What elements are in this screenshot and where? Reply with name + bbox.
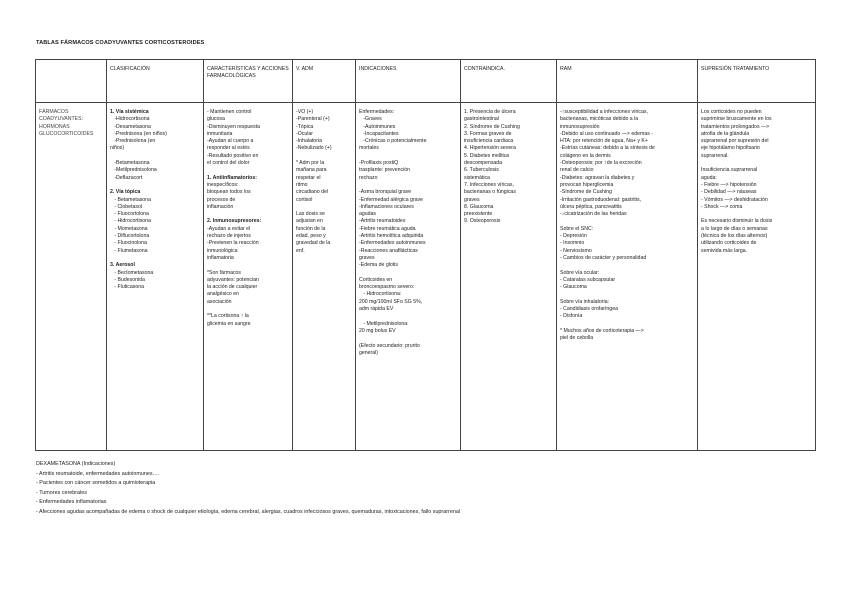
cell-line: renal de calcio <box>560 167 594 174</box>
cell-line: rechazo de injertos <box>207 233 251 240</box>
cell-line: - Fluocortolona <box>110 211 149 218</box>
cell-line <box>560 291 694 298</box>
cell-line: -Síndrome de Cushing <box>560 189 612 196</box>
header-ram: RAM <box>557 60 698 103</box>
cell-line: suprarrenal. <box>701 152 729 159</box>
cell-line <box>207 262 289 269</box>
cell-line: 8. Glaucoma <box>464 203 494 210</box>
header-contraindicaciones: CONTRAINDICA. <box>461 60 557 103</box>
header-supresion: SUPRESIÓN TRATAMIENTO <box>698 60 816 103</box>
cell-line: enf. <box>296 247 305 254</box>
cell-line: - Candidiasis orofaríngea <box>560 306 618 313</box>
cell-line: - Cambios de carácter y personalidad <box>560 254 647 261</box>
cell-line: insuficiencia cardiaca <box>464 138 514 145</box>
cell-line <box>296 153 352 160</box>
cell-line: - Clobetasol <box>110 203 143 210</box>
header-indicaciones: INDICACIONES <box>356 60 461 103</box>
cell-line: inflamatoria <box>207 254 234 261</box>
cell-line <box>701 211 812 218</box>
cell-line: graves <box>464 196 480 203</box>
cell-line: -Prednisona (en niños) <box>110 130 167 137</box>
drug-table <box>35 59 816 451</box>
cell-line: (técnica de los días alternos) <box>701 233 768 240</box>
cell-line: 1. Antiinflamatorios: <box>207 174 257 181</box>
cell-line: -Diabetes: agravan la diabetes y <box>560 174 635 181</box>
notes-item: - Afecciones agudas acompañadas de edema o shock de cualquier etiología, edema cerebral, alergias, cuadros infecciosos graves, quemaduras, intoxicaciones, fallo suprarrenal <box>36 508 461 515</box>
cell-line: - Nerviosismo <box>560 247 592 254</box>
cell-line: -Profilaxis postiQ <box>359 160 399 167</box>
cell-line: *Son fármacos <box>207 269 242 276</box>
cell-line: niños) <box>110 145 125 152</box>
cell-line: - Betametasona <box>110 196 151 203</box>
cell-caracteristicas <box>204 103 293 451</box>
cell-line: -Resultado positivo en <box>207 152 259 159</box>
cell-line: mañana para <box>296 167 327 174</box>
cell-line: HTA: por retención de agua, Na+ y K+ <box>560 138 648 145</box>
cell-line: -Previenen la reacción <box>207 240 259 247</box>
cell-line: 7. Infecciones víricas, <box>464 181 514 188</box>
cell-contraindicaciones <box>461 103 557 451</box>
cell-line: 4. Hipertensión severa <box>464 145 516 152</box>
cell-line: 2. Vía tópica <box>110 189 141 196</box>
cell-line: - Debilidad —> náuseas <box>701 189 757 196</box>
table-header-row <box>36 60 816 103</box>
cell-line: - Disfonía <box>560 313 583 320</box>
cell-indicaciones <box>356 103 461 451</box>
cell-line: FÁRMACOS <box>39 109 69 115</box>
cell-line: 5. Diabetes mellitus <box>464 152 510 159</box>
cell-line: ritmo <box>296 181 308 188</box>
cell-line: - Mometasona <box>110 225 148 232</box>
cell-line: broncoespasmo severo: <box>359 284 415 291</box>
cell-line: -Hidrocortisona <box>110 116 150 123</box>
cell-line: glicemia en sangre <box>207 320 251 327</box>
cell-line: -Enfermedad alérgica grave <box>359 196 424 203</box>
cell-line: edad, peso y <box>296 233 326 240</box>
cell-line: -Artritis reumatoides <box>359 218 406 225</box>
cell-line <box>560 321 694 328</box>
cell-line <box>207 211 289 218</box>
cell-line: -Asma bronquial grave <box>359 189 412 196</box>
cell-line: Sobre vía inhalatoria: <box>560 298 610 305</box>
cell-line: adyuvantes: potencian <box>207 276 259 283</box>
cell-line: -VO (+) <box>296 109 314 115</box>
cell-line: utilizando corticoides de <box>701 240 757 247</box>
cell-line <box>207 167 289 174</box>
cell-line: descompensada <box>464 160 503 167</box>
cell-line: general) <box>359 349 379 356</box>
cell-line: - Insomnio <box>560 240 585 247</box>
cell-line: rechazo <box>359 174 378 181</box>
notes-item: - Artritis reumatoide, enfermedades autoinmunes…. <box>36 470 160 477</box>
cell-supresion <box>698 103 816 451</box>
cell-line: 2. Inmunosupresores: <box>207 218 262 225</box>
cell-line <box>560 218 694 225</box>
cell-line: -Prednisolona (en <box>110 138 156 145</box>
header-cell <box>36 60 107 103</box>
cell-line: -↓cicatrización de las heridas <box>560 211 627 218</box>
cell-line: Los corticoides no pueden <box>701 109 762 115</box>
cell-line: - Shock —> coma <box>701 203 743 210</box>
cell-line: circadiano del <box>296 189 329 196</box>
cell-line: -Inflamaciones oculares <box>359 203 414 210</box>
cell-line: (Efecto secundario: prurito <box>359 342 420 349</box>
cell-line: -Artritis hemolítica adquirida <box>359 233 424 240</box>
cell-line: 9. Osteoporosis <box>464 218 501 225</box>
cell-line: HORMONAS <box>39 123 70 130</box>
cell-line: a lo largo de días o semanas <box>701 225 768 232</box>
cell-line: piel de cebolla <box>560 335 594 342</box>
cell-line: adjustan en <box>296 218 323 225</box>
cell-line: inmunológica <box>207 247 238 254</box>
cell-clasificacion <box>107 103 204 451</box>
cell-line: el control del dolor <box>207 160 250 167</box>
cell-line: sistemática <box>464 174 490 181</box>
cell-line <box>110 255 200 262</box>
cell-line: - Depresión <box>560 233 587 240</box>
cell-line: Insuficiencia suprarrenal <box>701 167 758 174</box>
cell-line: - Cataratas subcapsular <box>560 276 616 283</box>
cell-line: semivida más larga. <box>701 247 748 254</box>
cell-line: -Disminuyen respuesta <box>207 123 261 130</box>
cell-line: - Mantienen control <box>207 109 252 115</box>
cell-line: provocan hiperglicemia <box>560 181 614 188</box>
cell-line: atrofia de la glándula <box>701 130 750 137</box>
cell-line: 1. Vía sistémica <box>110 109 149 115</box>
cell-line: 1. Presencia de úlcera <box>464 109 516 115</box>
cell-line: eje hipotálamo hipofisario <box>701 145 760 152</box>
cell-line: - Glaucoma <box>560 284 587 291</box>
cell-line: cortisol <box>296 196 313 203</box>
cell-line: -Incapacitantes <box>359 130 399 137</box>
cell-line <box>110 182 200 189</box>
cell-line: - Vómitos —> deshidratación <box>701 196 768 203</box>
cell-line: gastrointestinal <box>464 116 499 123</box>
document-title: TABLAS FÁRMACOS COADYUVANTES CORTICOSTEROIDES <box>36 40 205 46</box>
cell-line: -Irritación gastroduodenal: gastritis, <box>560 196 642 203</box>
cell-line: 6. Tuberculosis <box>464 167 499 174</box>
cell-line: graves <box>359 254 375 261</box>
cell-via-adm <box>293 103 356 451</box>
cell-line: -Tópica <box>296 123 314 130</box>
cell-ram <box>557 103 698 451</box>
cell-line: inmunitaria <box>207 130 233 137</box>
cell-line: - Metilprednisolona: <box>359 320 409 327</box>
cell-line: úlcera péptica, pancreatitis <box>560 203 622 210</box>
cell-line: -Osteoporosis: por ↑de la excreción <box>560 160 642 167</box>
cell-line: inflamación <box>207 203 234 210</box>
cell-line: procesos de <box>207 196 236 203</box>
cell-line: agudas <box>359 211 377 218</box>
cell-line: - Fluocinolona <box>110 240 147 247</box>
cell-line <box>207 306 289 313</box>
cell-line: preexistente <box>464 211 493 218</box>
cell-line: -Betametasona <box>110 160 150 167</box>
cell-line: -Ayudan al cuerpo a <box>207 138 254 145</box>
cell-line: - Diflucortolona <box>110 233 150 240</box>
cell-line: bacterianas o fúngicas <box>464 189 516 196</box>
cell-line: -Reacciones anafilácticas <box>359 247 418 254</box>
cell-line <box>359 182 457 189</box>
cell-line: bacterianas, micóticas debido a la <box>560 116 639 123</box>
cell-line: inmunosupresión <box>560 123 600 130</box>
cell-line: 200 mg/100ml SFo SG 5%, <box>359 298 423 305</box>
cell-line: -Nebulizado (+) <box>296 145 332 152</box>
cell-line: -Inhalatoria <box>296 138 322 145</box>
cell-line <box>359 313 457 320</box>
table-row <box>36 103 816 451</box>
cell-line: suprimirse bruscamente en los <box>701 116 772 123</box>
cell-line: Sobre el SNC: <box>560 225 594 232</box>
cell-line: -Enfermedades autoinmunes <box>359 240 426 247</box>
cell-line: adm rápida EV <box>359 306 394 313</box>
cell-line: 20 mg bolus EV <box>359 327 396 334</box>
cell-drug-group <box>36 103 107 451</box>
cell-line: -Dexametasona <box>110 123 151 130</box>
header-via-adm: V. ADM <box>293 60 356 103</box>
header-caracteristicas: CARACTERÍSTICAS Y ACCIONES FARMACOLÓGICAS <box>204 60 293 103</box>
cell-line: -Parenteral (+) <box>296 116 330 123</box>
dexametasona-notes <box>36 460 460 518</box>
cell-line: 3. Aerosol <box>110 262 135 269</box>
cell-line: - Fiebre —> hipotensión <box>701 181 757 188</box>
cell-line: -Estrías cutáneas: debido a la síntesis de <box>560 145 655 152</box>
cell-line: - Hidrocortisona <box>110 218 151 225</box>
cell-line: Es necesario disminuir la dosis <box>701 218 773 225</box>
cell-line: 3. Formas graves de <box>464 130 512 137</box>
cell-line: * Adm por la <box>296 160 325 167</box>
cell-line: -Fiebre reumática aguda <box>359 225 416 232</box>
cell-line: gravedad de la <box>296 240 331 247</box>
cell-line: **La cortisona ↑ la <box>207 313 249 320</box>
cell-line: Sobre vía ocular: <box>560 269 600 276</box>
notes-item: - Pacientes con cáncer sometidos a quimioterapia <box>36 480 156 487</box>
cell-line: asociación <box>207 298 232 305</box>
cell-line: glucosa <box>207 116 225 123</box>
cell-line: -Debido al uso continuado —> edemas - <box>560 130 653 137</box>
cell-line: -Metilprednisolona <box>110 167 157 174</box>
cell-line <box>359 335 457 342</box>
notes-item: - Tumores cerebrales <box>36 489 87 496</box>
cell-line: responder al estés <box>207 145 250 152</box>
cell-line: Corticoides en <box>359 276 393 283</box>
cell-line: -↑susceptibilidad a infecciones víricas, <box>560 109 648 115</box>
cell-line: aguda: <box>701 174 717 181</box>
cell-line: la acción de cualquier <box>207 284 258 291</box>
cell-line <box>359 153 457 160</box>
cell-line: trasplante: prevención <box>359 167 411 174</box>
cell-line: función de la <box>296 225 326 232</box>
cell-line: * Muchos años de corticoterapia —> <box>560 327 644 334</box>
cell-line: -Graves <box>359 116 382 123</box>
notes-heading: DEXAMETASONA (Indicaciones) <box>36 461 116 467</box>
cell-line: -Autoinmunes <box>359 123 396 130</box>
cell-line: - Hidrocortisona: <box>359 291 402 298</box>
cell-line: Enfermedades: <box>359 109 395 115</box>
cell-line: 2. Síndrome de Cushing <box>464 123 520 130</box>
cell-line: -Deflazacort <box>110 174 143 181</box>
cell-line <box>560 262 694 269</box>
cell-line: - Budesonida <box>110 276 145 283</box>
cell-line: COADYUVANTES: <box>39 116 84 123</box>
cell-line: - Beclometasona <box>110 269 154 276</box>
cell-line: -Ayudan a evitar el <box>207 225 251 232</box>
cell-line: GLUCOCORTICOIDES <box>39 130 94 137</box>
cell-line: inespecíficos: <box>207 181 239 188</box>
cell-line: bloquean todos los <box>207 189 251 196</box>
cell-line: mortales <box>359 145 379 152</box>
cell-line <box>296 204 352 211</box>
cell-line <box>110 153 200 160</box>
cell-line: -Edema de glotis <box>359 262 398 269</box>
cell-line <box>701 160 812 167</box>
notes-item: - Enfermedades inflamatorias <box>36 499 107 506</box>
cell-line: -Crónicas o potencialmente <box>359 138 427 145</box>
cell-line: - Flumetasona <box>110 247 148 254</box>
cell-line: respetar el <box>296 174 321 181</box>
cell-line: Las dosis se <box>296 211 325 218</box>
cell-line: analgésico en <box>207 291 240 298</box>
cell-line <box>359 270 457 277</box>
cell-line: tratamientos prolongados —> <box>701 123 770 130</box>
cell-line: colágeno en la dermis <box>560 152 611 159</box>
cell-line: - Fluticasona <box>110 284 145 291</box>
header-clasificacion: CLASIFICACIÓN <box>107 60 204 103</box>
cell-line: -Ocular <box>296 130 314 137</box>
cell-line: suprarrenal por supresión del <box>701 138 769 145</box>
